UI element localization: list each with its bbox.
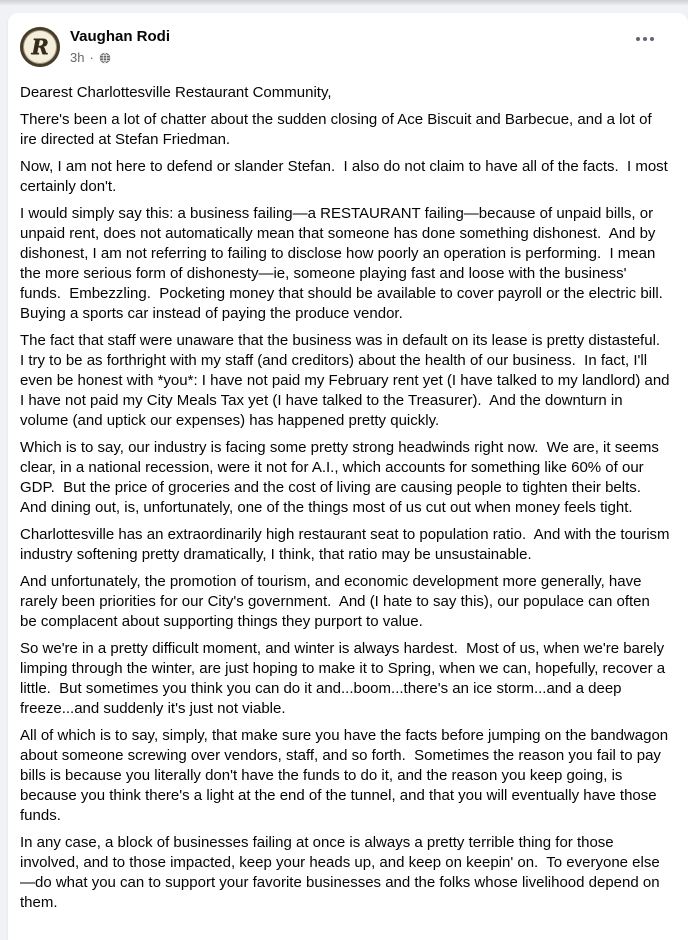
- avatar-monogram: R: [31, 34, 49, 59]
- post-paragraph: There's been a lot of chatter about the sudden closing of Ace Biscuit and Barbecue, and a lot of ire directed at Stefan Friedman.: [20, 111, 656, 148]
- timestamp[interactable]: 3h: [70, 50, 85, 65]
- meta-separator: ·: [89, 50, 94, 65]
- post-paragraph: Now, I am not here to defend or slander Stefan. I also do not claim to have all of the facts. I most certainly don't.: [20, 158, 673, 195]
- avatar[interactable]: [20, 27, 60, 67]
- post-paragraph: In any case, a block of businesses failing at once is always a pretty terrible thing for those involved, and to those impacted, keep your heads up, and keep on keepin' on. To everyone else—do what you can to support your favorite businesses and the folks whose livelihood depend on them.: [20, 834, 664, 911]
- post-paragraph: Charlottesville has an extraordinarily high restaurant seat to population ratio. And with the tourism industry softening pretty dramatically, I think, that ratio may be unsustainable.: [20, 526, 674, 563]
- header-shadow: [0, 0, 688, 6]
- post-paragraph: The fact that staff were unaware that the business was in default on its lease is pretty distasteful. I try to be as forthright with my staff (and creditors) about the health of our business. In fact, I'll even be honest with *you*: I have not paid my February rent yet (I have talked to my landlord) and I have not paid my City Meals Tax yet (I have talked to the Treasurer). And the downturn in volume (and uptick our expenses) has happened pretty quickly.: [20, 332, 674, 429]
- ellipsis-icon: [636, 37, 640, 41]
- post-paragraph: So we're in a pretty difficult moment, and winter is always hardest. Most of us, when we're barely limping through the winter, are just hoping to make it to Spring, when we can, hopefully, recover a little. But sometimes you think you can do it and...boom...there's an ice storm...and a deep freeze...and suddenly it's just not viable.: [20, 640, 670, 717]
- post-paragraph: Which is to say, our industry is facing some pretty strong headwinds right now. We are, it seems clear, in a national recession, were it not for A.I., which accounts for something like 60% of our GDP. But the price of groceries and the cost of living are causing people to tighten their belts. And dining out, is, unfortunately, one of the things most of us cut out when money feels tight.: [20, 439, 664, 516]
- post-paragraph: And unfortunately, the promotion of tourism, and economic development more generally, have rarely been priorities for our City's government. And (I hate to say this), our populace can often be complacent about supporting things they purport to value.: [20, 573, 655, 630]
- more-options-button[interactable]: [628, 27, 662, 51]
- post-header: [8, 13, 688, 67]
- post-paragraph: Dearest Charlottesville Restaurant Community,: [20, 84, 332, 101]
- post-meta: [70, 50, 628, 66]
- post-paragraph: All of which is to say, simply, that make sure you have the facts before jumping on the bandwagon about someone screwing over vendors, staff, and so forth. Sometimes the reason you fail to pay bills is because you literally don't have the funds to do it, and the reason you keep going, is because you think there's a light at the end of the tunnel, and that you will eventually have those funds.: [20, 727, 673, 824]
- globe-icon: [99, 52, 111, 64]
- post-paragraph: I would simply say this: a business failing—a RESTAURANT failing—because of unpaid bills, or unpaid rent, does not automatically mean that someone has done something dishonest. And by dishonest, I am not referring to failing to disclose how poorly an operation is performing. I mean the more serious form of dishonesty—ie, someone playing fast and loose with the business' funds. Embezzling. Pocketing money that should be available to cover payroll or the electric bill. Buying a sports car instead of paying the produce vendor.: [20, 205, 672, 322]
- author-name[interactable]: Vaughan Rodi: [70, 28, 171, 45]
- post-card: [8, 13, 688, 940]
- author-block: [70, 27, 628, 66]
- post-text: [8, 67, 688, 913]
